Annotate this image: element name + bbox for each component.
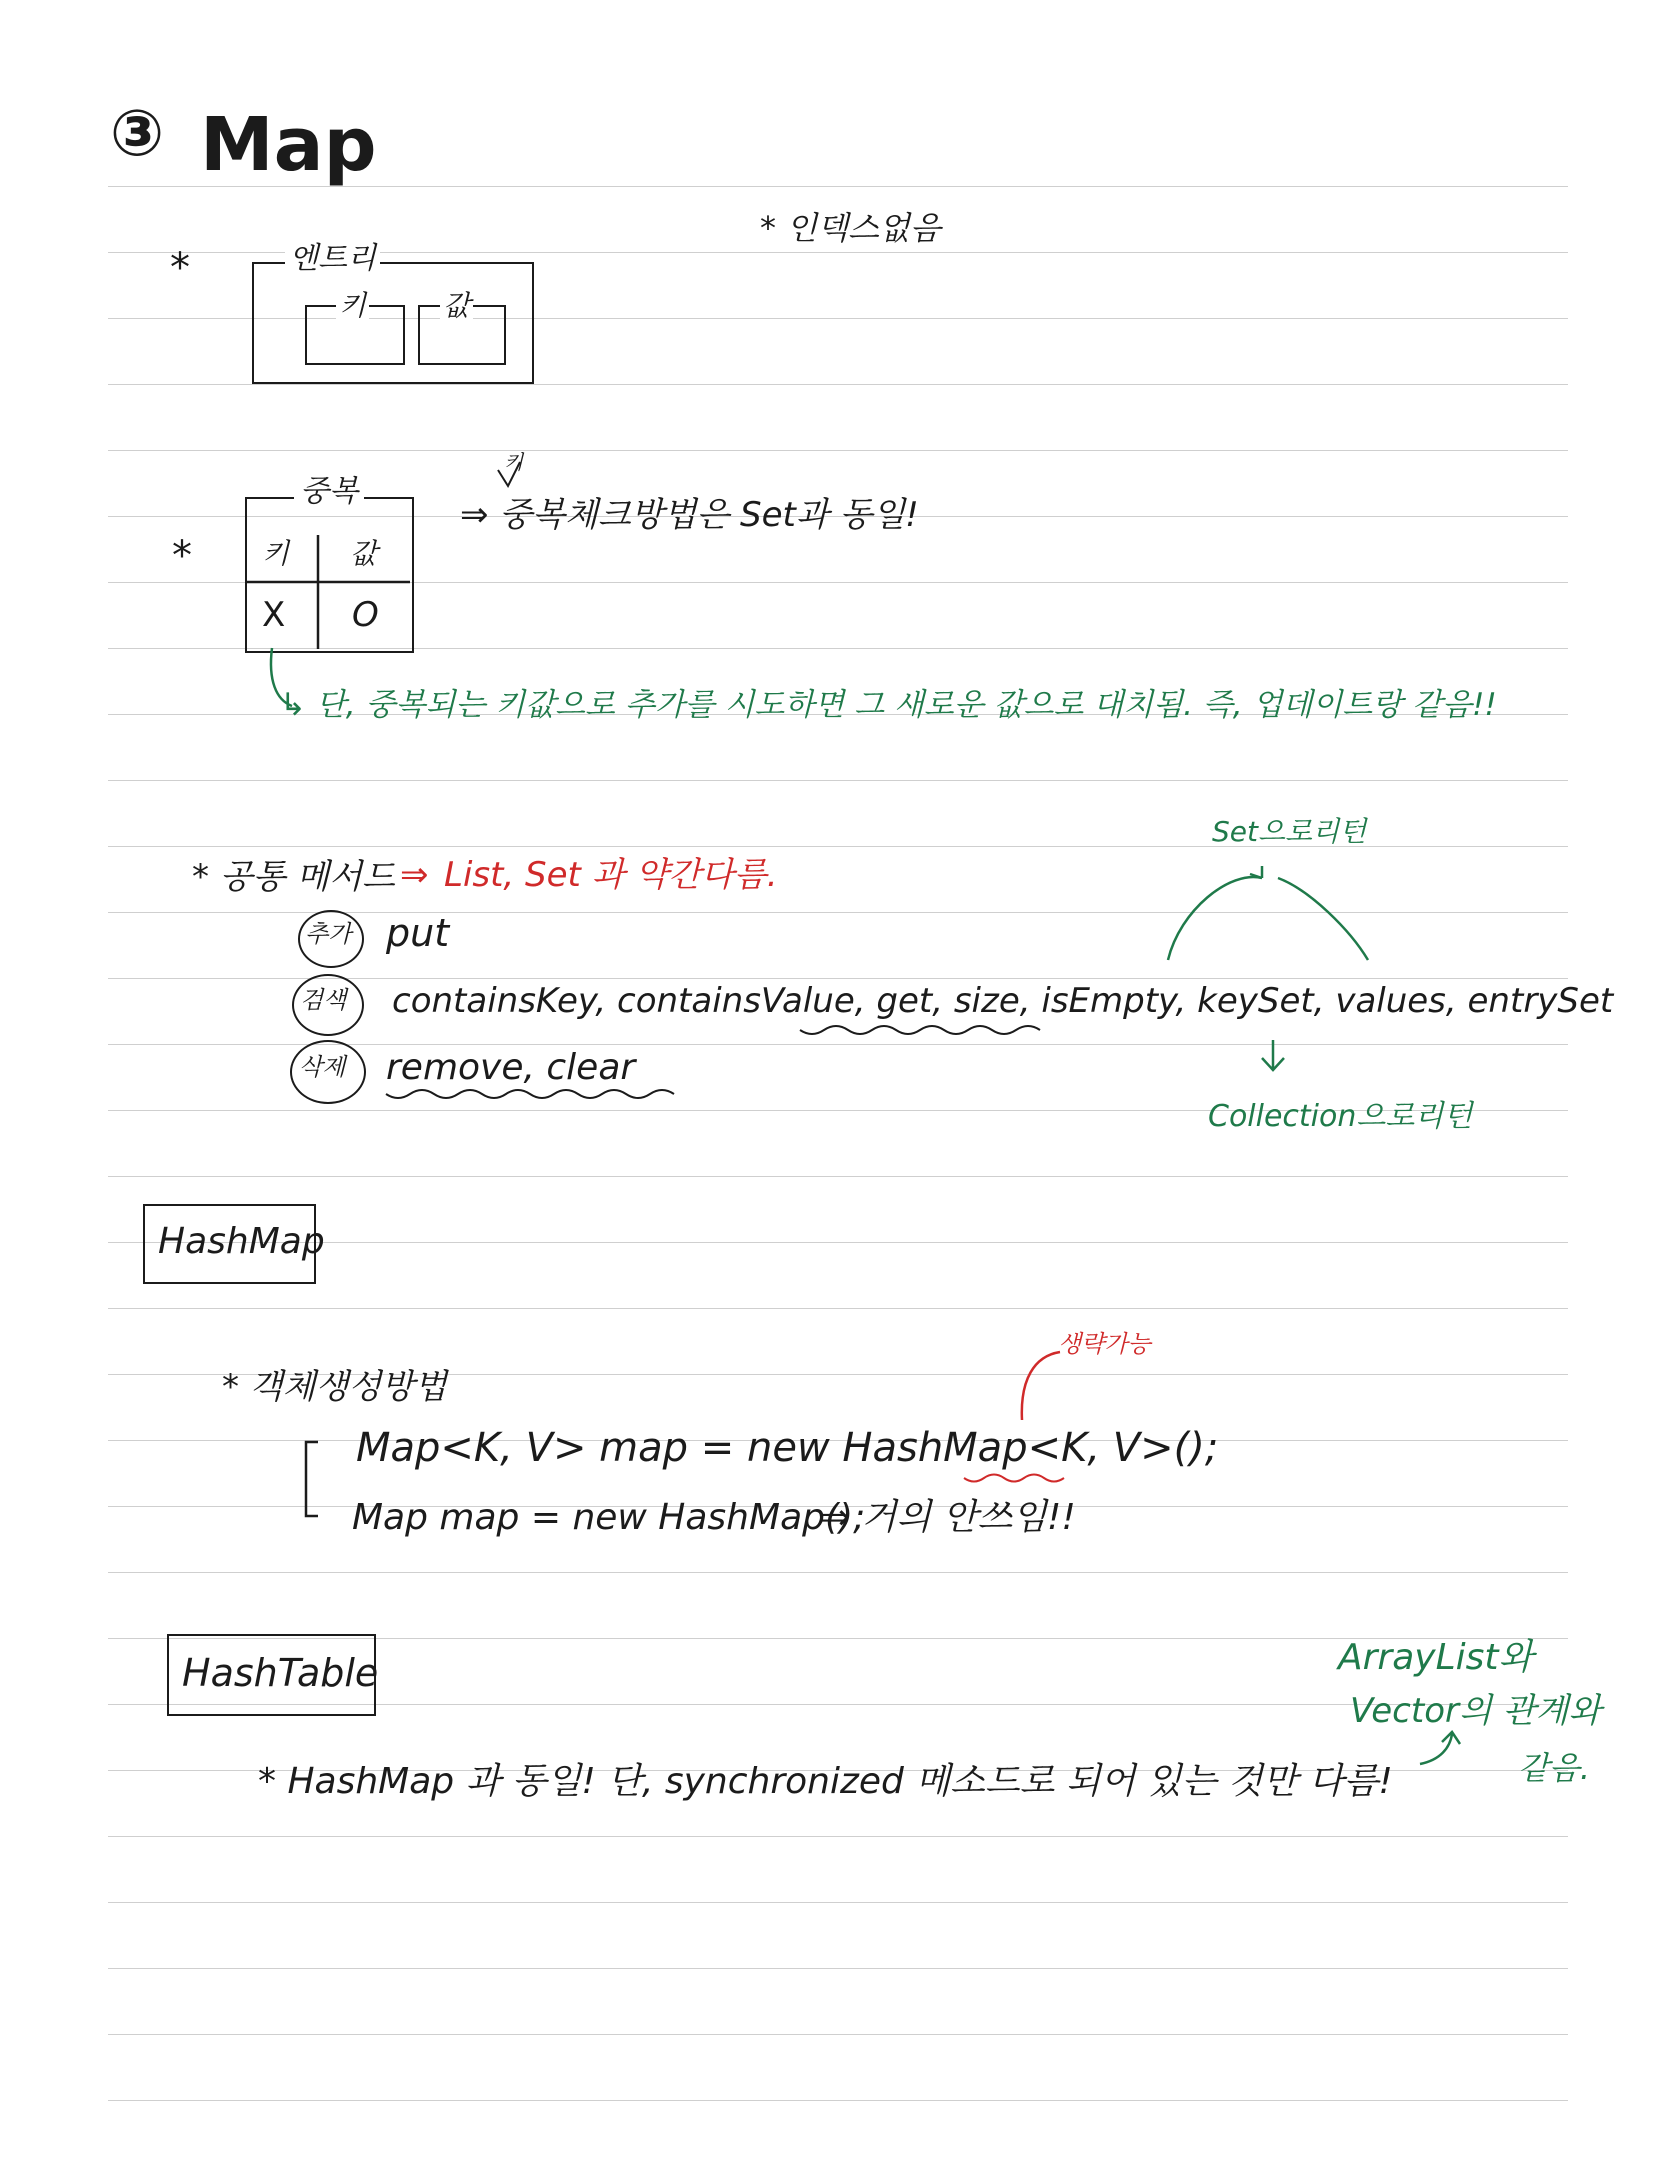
method-tag-search: 검색 (300, 986, 347, 1014)
note-small-key: 키 (504, 450, 524, 474)
hashtable-description: * HashMap 과 동일! 단, synchronized 메소드로 되어 있는 것만 다름! (258, 1761, 1393, 1802)
cell-key: X (262, 595, 286, 635)
rarely-used-note: ⇒ 거의 안쓰임!! (820, 1497, 1076, 1538)
method-list-add: put (386, 911, 450, 955)
wavy-underline (386, 1090, 674, 1098)
no-index-note: * 인덱스없음 (760, 209, 941, 247)
ruled-line (108, 2034, 1568, 2035)
ruled-line (108, 1308, 1568, 1309)
value-label: 값 (440, 292, 473, 320)
ruled-line (108, 1968, 1568, 1969)
heading-arrow: ⇒ (400, 855, 429, 895)
creation-heading: * 객체생성방법 (222, 1367, 447, 1407)
header-key: 키 (262, 537, 290, 570)
omit-note: 생략가능 (1058, 1330, 1151, 1358)
side-note-arrow (1420, 1732, 1460, 1764)
collection-return-note: Collection으로리턴 (1208, 1099, 1473, 1134)
wavy-underline (800, 1026, 1040, 1034)
ruled-line (108, 384, 1568, 385)
code-line-raw: Map map = new HashMap(); (352, 1497, 866, 1538)
cell-value: O (352, 595, 379, 635)
duplicate-table-title: 중복 (294, 477, 364, 507)
section-number: ③ (110, 97, 165, 171)
header-value: 값 (350, 537, 378, 570)
side-note-line3: 같음. (1518, 1749, 1590, 1787)
arrow-head (1250, 866, 1262, 878)
ruled-line (108, 2100, 1568, 2101)
omit-arrow (1022, 1352, 1060, 1420)
set-return-note: Set으로리턴 (1212, 815, 1367, 848)
entry-label: 엔트리 (285, 244, 380, 274)
ruled-line (108, 450, 1568, 451)
ruled-line (108, 1902, 1568, 1903)
replace-value-note: ↳ 단, 중복되는 키값으로 추가를 시도하면 그 새로운 값으로 대치됨. 즉, 업데이트랑 같음!! (280, 687, 1497, 723)
arrow-keyset (1168, 877, 1262, 960)
differs-note: List, Set 과 약간다름. (444, 855, 778, 895)
common-methods-heading: * 공통 메서드 (192, 857, 395, 897)
bullet-star: * (172, 533, 192, 579)
duplicate-check-note: ⇒ 중복체크방법은 Set과 동일! (460, 495, 919, 535)
ruled-line (108, 1242, 1568, 1243)
ruled-line (108, 1572, 1568, 1573)
ruled-line (108, 1176, 1568, 1177)
red-underline (964, 1475, 1064, 1482)
method-tag-add: 추가 (305, 920, 352, 948)
bullet-star: * (170, 245, 190, 291)
method-list-delete: remove, clear (386, 1047, 636, 1088)
hashmap-label: HashMap (158, 1221, 325, 1262)
key-label: 키 (336, 292, 369, 320)
side-note-line2: Vector의 관계와 (1350, 1691, 1602, 1731)
hashtable-label: HashTable (182, 1651, 379, 1695)
arrow-entryset (1278, 878, 1368, 960)
ruled-line (108, 780, 1568, 781)
side-note-line1: ArrayList와 (1338, 1637, 1534, 1678)
method-tag-delete: 삭제 (299, 1053, 346, 1081)
method-list-search: containsKey, containsValue, get, size, isEmpty, keySet, values, entrySet (392, 981, 1614, 1021)
ruled-line (108, 1836, 1568, 1837)
code-bracket (306, 1442, 318, 1516)
code-line-generic: Map<K, V> map = new HashMap<K, V>(); (356, 1425, 1219, 1471)
page-title: Map (200, 102, 377, 188)
